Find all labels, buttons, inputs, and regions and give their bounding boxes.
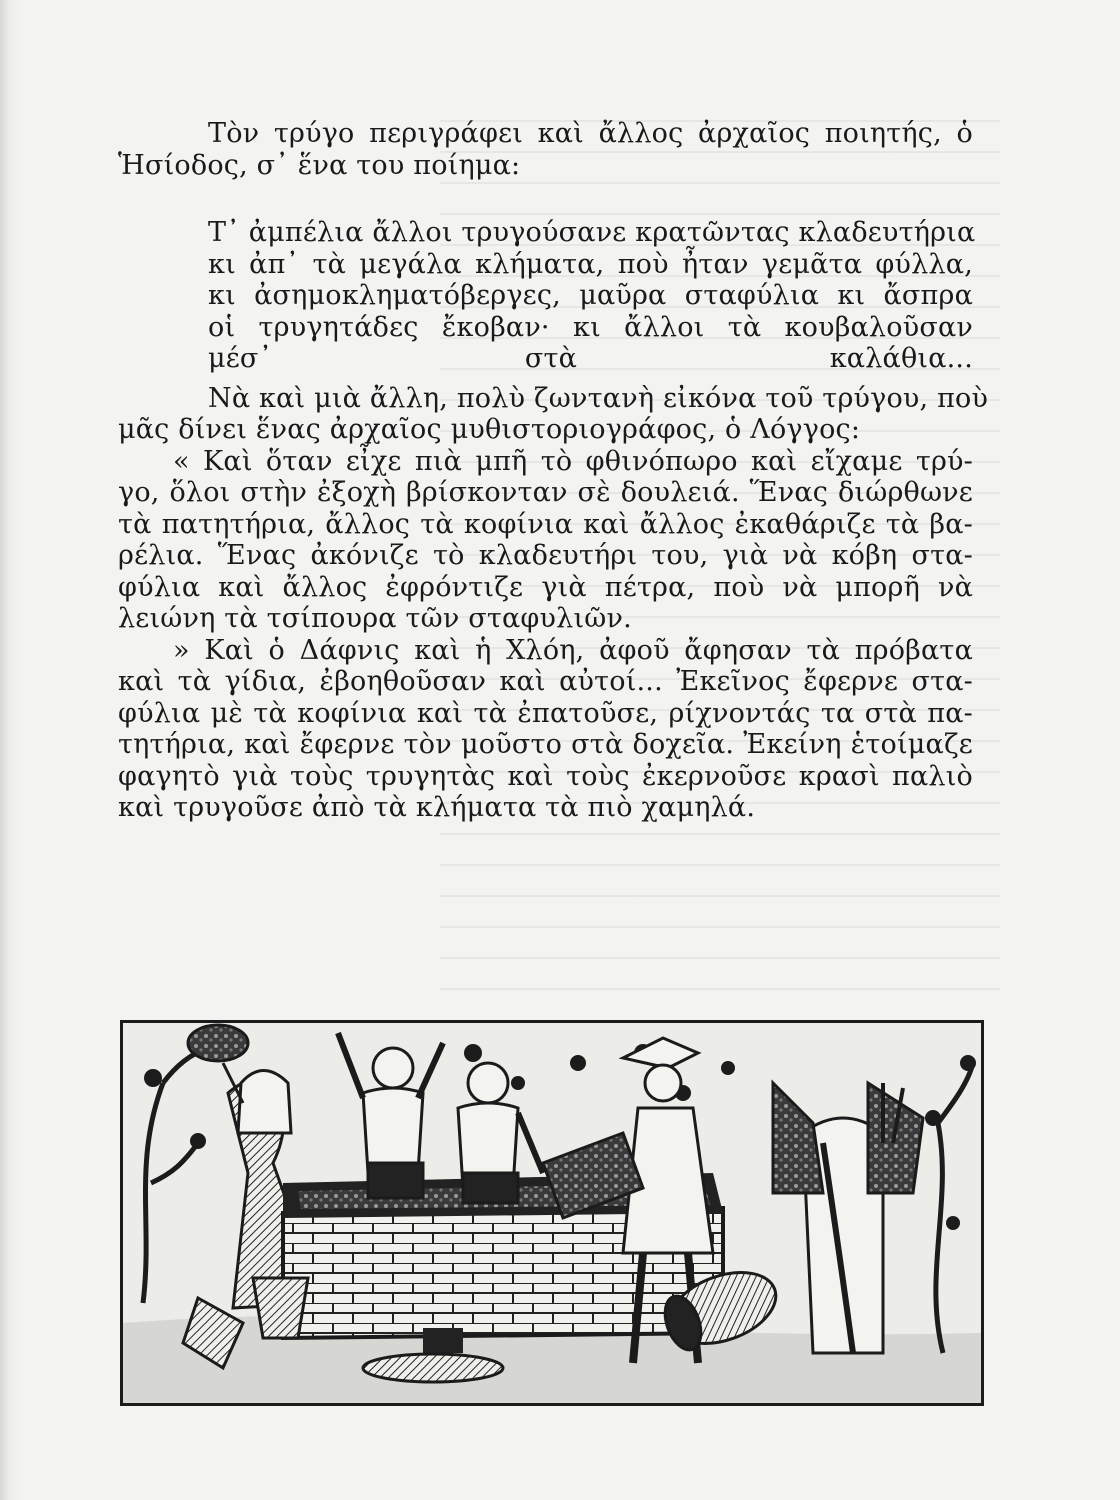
text-line: φαγητὸ γιὰ τοὺς τρυγητὰς καὶ τοὺς ἐκερνοῦσε κρασὶ παλιὸ — [118, 760, 973, 792]
text-line: τὰ πατητήρια, ἄλλος τὰ κοφίνια καὶ ἄλλος ἐκαθάριζε τὰ βα- — [118, 508, 973, 540]
poem-line: κι ἀσημοκληματόβεργες, μαῦρα σταφύλια κι ἄσπρα — [208, 280, 973, 311]
text-line: « Καὶ ὅταν εἶχε πιὰ μπῆ τὸ φθινόπωρο καὶ εἴχαμε τρύ- — [173, 445, 973, 477]
text-line: φύλια καὶ ἄλλος ἐφρόντιζε γιὰ πέτρα, ποὺ νὰ μπορῆ νὰ — [118, 571, 973, 603]
text-line: ρέλια. Ἕνας ἀκόνιζε τὸ κλαδευτήρι του, γιὰ νὰ κόβη στα- — [118, 540, 973, 571]
text-line: καὶ τρυγοῦσε ἀπὸ τὰ κλήματα τὰ πιὸ χαμηλά. — [118, 792, 756, 823]
text-line: τητήρια, καὶ ἔφερνε τὸν μοῦστο στὰ δοχεῖα. Ἐκείνη ἑτοίμαζε — [118, 729, 973, 760]
paragraph-hesiod — [118, 118, 973, 181]
text-line: Ἡσίοδος, σ᾽ ἕνα του ποίημα: — [118, 149, 521, 181]
poem-line: οἱ τρυγητάδες ἔκοβαν· κι ἄλλοι τὰ κουβαλοῦσαν — [208, 311, 973, 343]
text-line: Νὰ καὶ μιὰ ἄλλη, πολὺ ζωντανὴ εἰκόνα τοῦ τρύγου, ποὺ — [208, 382, 989, 414]
text-line: Τὸν τρύγο περιγράφει καὶ ἄλλος ἀρχαῖος ποιητής, ὁ — [208, 118, 973, 149]
text-line: φύλια μὲ τὰ κοφίνια καὶ τὰ ἐπατοῦσε, ρίχνοντάς τα στὰ πα- — [118, 697, 973, 729]
text-line: » Καὶ ὁ Δάφνις καὶ ἡ Χλόη, ἀφοῦ ἄφησαν τὰ πρόβατα — [173, 634, 973, 666]
poem-line: κι ἀπ᾽ τὰ μεγάλα κλήματα, ποὺ ἦταν γεμᾶτα φύλλα, — [208, 248, 973, 280]
grape-harvest-woodcut — [120, 1020, 984, 1406]
poem-excerpt — [208, 217, 976, 375]
text-line: καὶ τὰ γίδια, ἐβοηθοῦσαν καὶ αὐτοί... Ἐκεῖνος ἔφερνε στα- — [118, 666, 973, 697]
text-line: μᾶς δίνει ἕνας ἀρχαῖος μυθιστοριογράφος, ὁ Λόγγος: — [118, 414, 861, 445]
page-text — [118, 118, 989, 824]
poem-line: μέσ᾽ στὰ καλάθια... — [208, 343, 973, 374]
quote-first-paragraph — [118, 446, 973, 635]
text-line: γο, ὅλοι στὴν ἐξοχὴ βρίσκονταν σὲ δουλειά. Ἕνας διώρθωνε — [118, 477, 973, 508]
quote-second-paragraph — [118, 635, 973, 824]
poem-line: Τ᾽ ἀμπέλια ἄλλοι τρυγούσανε κρατῶντας κλαδευτήρια — [208, 217, 976, 248]
paragraph-longus — [118, 382, 989, 446]
text-line: λειώνη τὰ τσίπουρα τῶν σταφυλιῶν. — [118, 603, 632, 634]
